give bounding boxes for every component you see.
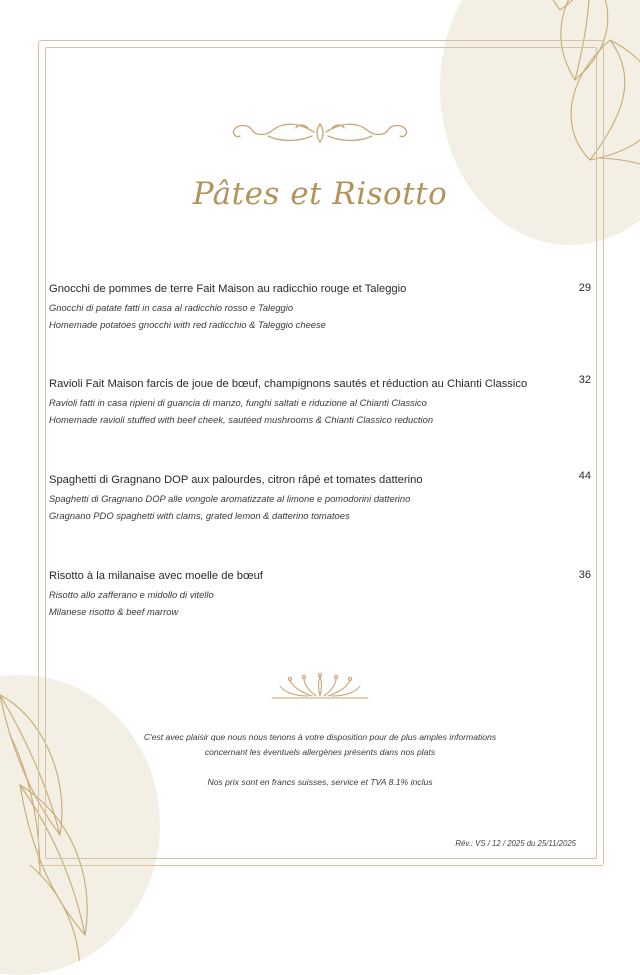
allergen-info-line-1: C'est avec plaisir que nous nous tenons à votre disposition pour de plus amples informations [143, 732, 497, 742]
dish-price: 32 [578, 374, 591, 386]
page-title: Pâtes et Risotto [192, 176, 448, 212]
dish-name-italian: Risotto allo zafferano e midollo di vitello [49, 589, 214, 600]
menu-item [49, 282, 591, 331]
price-note: Nos prix sont en francs suisses, service et TVA 8.1% inclus [207, 777, 433, 787]
dish-name-english: Homemade ravioli stuffed with beef cheek, sautéed mushrooms & Chianti Classico reduction [49, 414, 434, 425]
dish-name-english: Homemade potatoes gnocchi with red radicchio & Taleggio cheese [49, 319, 326, 330]
allergen-info-line-2: concernant les éventuels allergènes présents dans nos plats [204, 747, 436, 757]
dish-name-french: Spaghetti di Gragnano DOP aux palourdes, citron râpé et tomates datterino [49, 474, 423, 486]
dish-price: 36 [578, 569, 591, 581]
flourish-ornament-icon [228, 118, 412, 148]
menu-item [49, 569, 591, 618]
dish-name-french: Gnocchi de pommes de terre Fait Maison au radicchio rouge et Taleggio [49, 283, 407, 295]
dish-name-french: Risotto à la milanaise avec moelle de bœuf [49, 570, 263, 582]
menu-item [49, 374, 591, 426]
revision-label: Rév.: VS / 12 / 2025 du 25/11/2025 [455, 839, 576, 848]
dish-name-english: Gragnano PDO spaghetti with clams, grated lemon & datterino tomatoes [49, 510, 350, 521]
dish-price: 44 [578, 470, 591, 482]
menu-item [49, 470, 591, 522]
floral-ornament-icon [268, 672, 372, 704]
dish-name-italian: Ravioli fatti in casa ripieni di guancia di manzo, funghi saltati e riduzione al Chianti Classico [49, 397, 427, 408]
dish-name-french: Ravioli Fait Maison farcis de joue de bœuf, champignons sautés et réduction au Chianti Classico [49, 378, 528, 390]
dish-price: 29 [578, 282, 591, 294]
dish-name-italian: Spaghetti di Gragnano DOP alle vongole aromatizzate al limone e pomodorini datterino [49, 493, 411, 504]
dish-name-english: Milanese risotto & beef marrow [49, 606, 179, 617]
dish-name-italian: Gnocchi di patate fatti in casa al radicchio rosso e Taleggio [49, 302, 294, 313]
